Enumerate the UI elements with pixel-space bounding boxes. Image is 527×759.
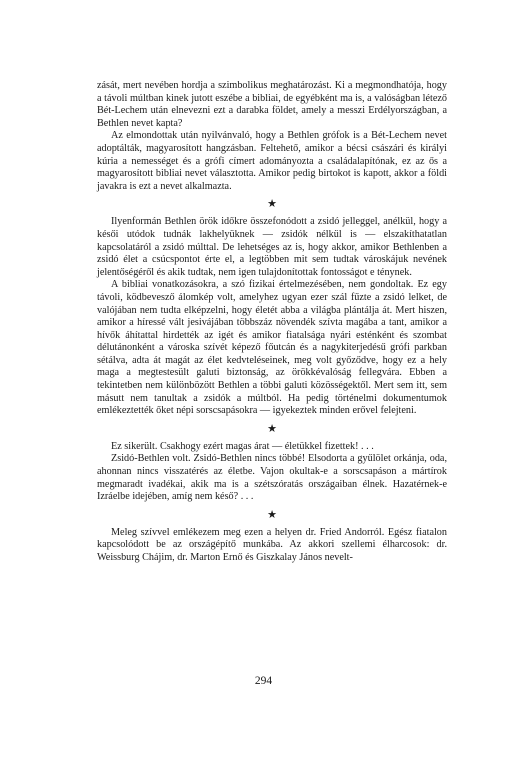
paragraph-bethlen-grofok: Az elmondottak után nyilvánvaló, hogy a Bethlen grófok is a Bét-Lechem nevet adoptálták, magyarosított hangzásban. Feltehető, amikor a bécsi császári és királyi kúria a nemességet és a grófi címert adományozta a családalapítónak, ez az ős a magyarosított bibliai nevet választotta. Amikor pedig birtokot is kapott, akkor a földi javakra is ezt a nevet alkalmazta.	[97, 130, 447, 192]
paragraph-zsido-bethlen: Zsidó-Bethlen volt. Zsidó-Bethlen nincs többé! Elsodorta a gyűlölet orkánja, oda, ahonnan nincs visszatérés az életbe. Vajon okultak-e a sorscsapáson a mártírok megmaradt ivadékai, akik ma is a szétszóratás országaiban élnek. Hazatérnek-e Izráelbe idejében, amíg nem késő? . . .	[97, 453, 447, 503]
section-separator-star: ★	[267, 198, 277, 211]
section-separator-star: ★	[267, 422, 277, 435]
paragraph-bibliai-vonatkozasok: A bibliai vonatkozásokra, a szó fizikai értelmezésében, nem gondoltak. Ez egy távoli, ködbevesző álomkép volt, amelyhez ugyan ezer szál fűzte a zsidó lelket, de valójában nem tudta elképzelni, hogy életét abba a világba plántálja át. Mert hiszen, amikor a híressé vált jesivájában többszáz növendék szívta magába a tant, amikor a hívők áhítattal hirdették az igét és amikor fiatalsága nyári esténként és szombat délutánonként a városka szívét képező főutcán és a nagykiterjedésű grófi parkban sétálva, adta át magát az élet kedvteléseinek, meg volt győződve, hogy ez a hely maga a megtestesült galuti biztonság, az örökkévalóság fellegvára. Ebben a tekintetben nem különbözött Bethlen a többi galuti közösségektől. Mert sem itt, sem másutt nem tanultak a zsidók a múltból. Ha pedig történelmi dokumentumok emlékeztették őket népi sorscsapásokra — igyekeztek minden erővel felejteni.	[97, 279, 447, 417]
section-separator-star: ★	[267, 508, 277, 521]
paragraph-ez-sikerult: Ez sikerült. Csakhogy ezért magas árat — életükkel fizettek! . . .	[111, 440, 374, 452]
paragraph-ilyenformán: Ilyenformán Bethlen örök időkre összefonódott a zsidó jelleggel, anélkül, hogy a késői utódok tudnák lakhelyüknek — zsidók nélkül is — elszakíthatatlan kapcsolatáról a zsidó múlttal. De lehetséges az is, hogy akkor, amikor Bethlenben a zsidó élet a csúcspontot érte el, a legtöbben mit sem tudtak városkájuk nevének jelentőségéről és akik tudtak, nem igen tulajdonítottak fontosságot e ténynek.	[97, 216, 447, 278]
paragraph-meleg-szivvel: Meleg szívvel emlékezem meg ezen a helyen dr. Fried Andorról. Egész fiatalon kapcsolódott be az országépítő munkába. Az akkori szellemi élharcosok: dr. Weissburg Chájim, dr. Marton Ernő és Giszkalay János nevelt-	[97, 526, 447, 563]
paragraph-opening: zását, mert nevében hordja a szimbolikus meghatározást. Ki a megmondhatója, hogy a távoli múltban kinek jutott eszébe a bibliai, de egyébként ma is, a valóságban létező Bét-Lechem után elnevezni ezt a darabka földet, amely a messzi Erdélyországban, a Bethlen nevet kapta?	[97, 80, 447, 129]
page-body	[97, 80, 447, 565]
page-number: 294	[254, 675, 273, 687]
